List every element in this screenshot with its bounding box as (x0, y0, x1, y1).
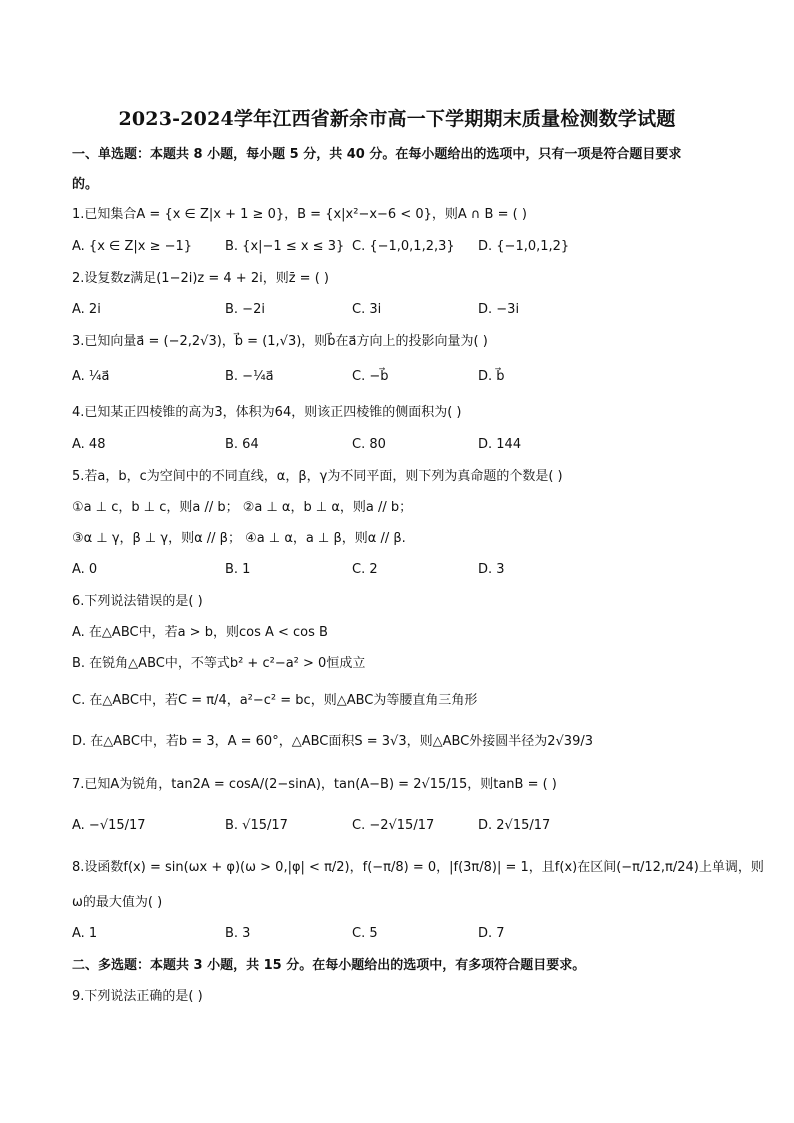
question-6-option-a: A. 在△ABC中，若a > b，则cos A < cos B (72, 625, 328, 640)
option-c: C. 5 (352, 926, 378, 941)
question-8-stem: 8.设函数f(x) = sin(ωx + φ)(ω > 0,|φ| < π/2)，f(−π/8) = 0，|f(3π/8)| = 1，且f(x)在区间(−π/12,π/24)上单调，则 (72, 860, 764, 875)
question-8-stem-cont: ω的最大值为( ) (72, 895, 163, 910)
question-5-statements-1: ①a ⊥ c，b ⊥ c，则a // b； ②a ⊥ α，b ⊥ α，则a // b； (72, 500, 413, 515)
option-c: C. 3i (352, 302, 382, 317)
option-d: D. b⃗ (478, 369, 505, 384)
option-a: A. 48 (72, 437, 106, 452)
option-b: B. {x|−1 ≤ x ≤ 3} (225, 239, 345, 254)
option-d: D. 144 (478, 437, 522, 452)
option-d: D. 7 (478, 926, 505, 941)
option-b: B. 3 (225, 926, 251, 941)
section-heading-single: 一、单选题：本题共 8 小题，每小题 5 分，共 40 分。在每小题给出的选项中，只有一项是符合题目要求 (72, 147, 682, 162)
option-b: B. 64 (225, 437, 259, 452)
section-heading-multi: 二、多选题：本题共 3 小题，共 15 分。在每小题给出的选项中，有多项符合题目要求。 (72, 958, 586, 973)
option-b: B. −¼a⃗ (225, 369, 274, 384)
question-6-option-d: D. 在△ABC中，若b = 3，A = 60°，△ABC面积S = 3√3，则△ABC外接圆半径为2√39/3 (72, 734, 594, 749)
question-2-stem: 2.设复数z满足(1−2i)z = 4 + 2i，则z̄ = ( ) (72, 271, 329, 286)
question-1-options (72, 238, 722, 256)
question-9-stem: 9.下列说法正确的是( ) (72, 989, 203, 1004)
option-b: B. 1 (225, 562, 251, 577)
option-c: C. 80 (352, 437, 386, 452)
option-a: A. {x ∈ Z|x ≥ −1} (72, 239, 193, 254)
option-a: A. 0 (72, 562, 98, 577)
question-5-statements-2: ③α ⊥ γ，β ⊥ γ，则α // β； ④a ⊥ α，a ⊥ β，则α // β. (72, 531, 406, 546)
option-c: C. 2 (352, 562, 378, 577)
option-d: D. 3 (478, 562, 505, 577)
section-heading-single-cont: 的。 (72, 177, 99, 192)
option-d: D. −3i (478, 302, 520, 317)
question-8-options (72, 925, 722, 943)
option-a: A. 2i (72, 302, 101, 317)
question-6-option-c: C. 在△ABC中，若C = π/4，a²−c² = bc，则△ABC为等腰直角三角形 (72, 693, 478, 708)
question-6-option-b: B. 在锐角△ABC中，不等式b² + c²−a² > 0恒成立 (72, 656, 366, 671)
question-6-stem: 6.下列说法错误的是( ) (72, 594, 203, 609)
option-a: A. −√15/17 (72, 818, 146, 833)
option-d: D. 2√15/17 (478, 818, 551, 833)
option-c: C. −2√15/17 (352, 818, 435, 833)
option-c: C. −b⃗ (352, 369, 389, 384)
option-a: A. 1 (72, 926, 98, 941)
question-3-options (72, 368, 722, 386)
question-1-stem: 1.已知集合A = {x ∈ Z|x + 1 ≥ 0}，B = {x|x²−x−6 < 0}，则A ∩ B = ( ) (72, 207, 527, 222)
page-title: 2023-2024学年江西省新余市高一下学期期末质量检测数学试题 (118, 108, 676, 130)
option-a: A. ¼a⃗ (72, 369, 110, 384)
question-7-options (72, 817, 722, 835)
question-5-options (72, 561, 722, 579)
question-4-stem: 4.已知某正四棱锥的高为3，体积为64，则该正四棱锥的侧面积为( ) (72, 405, 462, 420)
question-7-stem: 7.已知A为锐角，tan2A = cosA/(2−sinA)，tan(A−B) = 2√15/15，则tanB = ( ) (72, 777, 557, 792)
question-3-stem: 3.已知向量a⃗ = (−2,2√3)，b⃗ = (1,√3)，则b⃗在a⃗方向上的投影向量为( ) (72, 334, 488, 349)
option-b: B. √15/17 (225, 818, 288, 833)
option-b: B. −2i (225, 302, 265, 317)
question-4-options (72, 436, 722, 454)
option-d: D. {−1,0,1,2} (478, 239, 570, 254)
option-c: C. {−1,0,1,2,3} (352, 239, 455, 254)
question-5-stem: 5.若a，b，c为空间中的不同直线，α，β，γ为不同平面，则下列为真命题的个数是( ) (72, 469, 563, 484)
question-2-options (72, 301, 722, 319)
